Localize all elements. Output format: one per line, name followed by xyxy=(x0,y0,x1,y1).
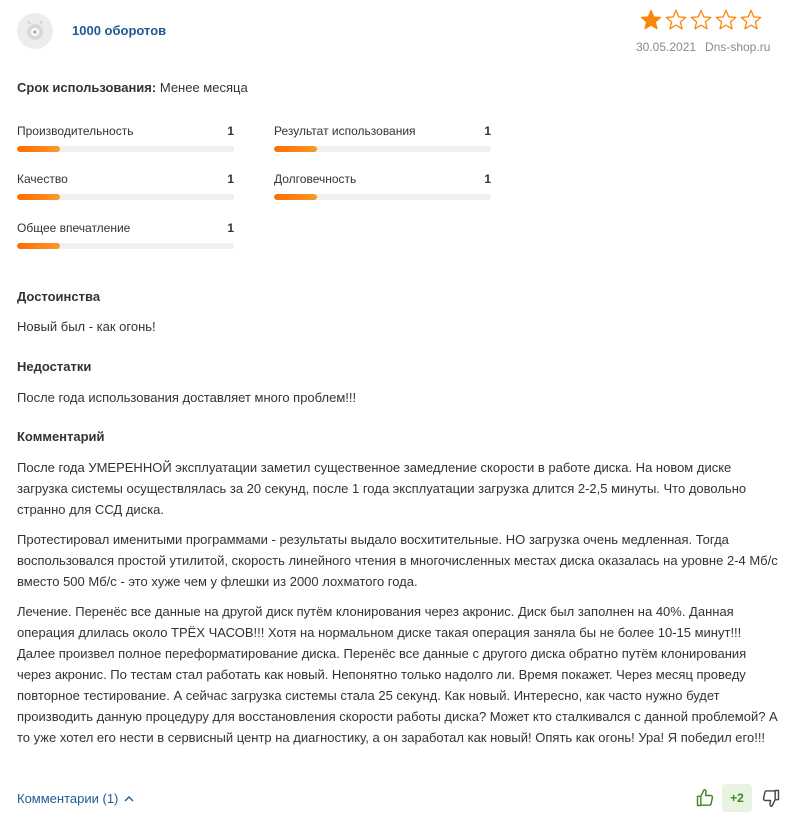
like-button[interactable] xyxy=(693,786,717,810)
usage-value: Менее месяца xyxy=(159,80,248,95)
username[interactable]: 1000 оборотов xyxy=(72,23,167,38)
review-header xyxy=(0,0,796,64)
rating-overall xyxy=(17,221,234,261)
rating-value: 1 xyxy=(227,221,234,235)
star-empty-icon xyxy=(740,9,762,31)
rating-durability xyxy=(274,172,491,212)
rating-label: Качество xyxy=(17,172,68,186)
dislike-button[interactable] xyxy=(759,786,783,810)
star-empty-icon xyxy=(690,9,712,31)
rating-label: Результат использования xyxy=(274,124,416,138)
star-filled-icon xyxy=(640,9,662,31)
rating-bar xyxy=(274,146,491,152)
pros-text: Новый был - как огонь! xyxy=(17,319,156,334)
rating-bar-fill xyxy=(274,194,317,200)
rating-bar xyxy=(17,146,234,152)
usage-label: Срок использования: xyxy=(17,80,157,95)
comments-toggle-link[interactable] xyxy=(17,791,134,806)
rating-value: 1 xyxy=(484,124,491,138)
avatar xyxy=(17,13,53,49)
rating-performance xyxy=(17,124,234,164)
thumbs-up-icon xyxy=(695,788,715,808)
comment-paragraph: Лечение. Перенёс все данные на другой диск путём клонирования через акронис. Диск был заполнен на 40%. Данная операция длилась около ТРЁХ ЧАСОВ!!! Хотя на нормальном диске такая операция заняла бы не более 10-15 минут!!! Далее произвел полное переформатирование диска. Перенёс все данные с другого диска обратно путём клонирования через акронис. По тестам стал работать как новый. Непонятно только надолго ли. Время покажет. Через месяц проведу повторное тестирование. А сейчас загрузка системы стала 25 секунд. Как новый. Интересно, как часто нужно будет производить данную процедуру для восстановления скорости работы диска? Может кто сталкивался с данной проблемой? А то уже хотел его нести в сервисный центр на диагностику, а он заработал как новый! Опять как огонь! Ура! Я победил его!!! xyxy=(17,604,778,745)
star-empty-icon xyxy=(715,9,737,31)
rating-bar-fill xyxy=(17,146,60,152)
rating-bar xyxy=(17,194,234,200)
comment-paragraph: После года УМЕРЕННОЙ эксплуатации заметил существенное замедление скорости в работе диска. На новом диске загрузка системы осуществлялась за 20 секунд, после 1 года эксплуатации загрузка длится 2-2,5 минуты. Что довольно странно для ССД диска. xyxy=(17,460,747,517)
chevron-up-icon xyxy=(124,795,134,802)
star-empty-icon xyxy=(665,9,687,31)
rating-quality xyxy=(17,172,234,212)
rating-bar xyxy=(17,243,234,249)
rating-label: Производительность xyxy=(17,124,134,138)
comment-title: Комментарий xyxy=(17,429,105,444)
comments-link-label: Комментарии (1) xyxy=(17,791,119,806)
rating-value: 1 xyxy=(227,124,234,138)
rating-label: Общее впечатление xyxy=(17,221,131,235)
rating-bar-fill xyxy=(274,146,317,152)
rating-usage-result xyxy=(274,124,491,164)
rating-bar-fill xyxy=(17,243,60,249)
thumbs-down-icon xyxy=(761,788,781,808)
star-rating xyxy=(640,9,762,31)
rating-value: 1 xyxy=(484,172,491,186)
rating-bar-fill xyxy=(17,194,60,200)
usage-period xyxy=(17,80,248,95)
robot-avatar-icon xyxy=(23,19,47,43)
review-date: 30.05.2021 xyxy=(636,40,697,54)
comment-paragraph: Протестировал именитыми программами - результаты выдало восхитительные. НО загрузка очень медленная. Тогда воспользовался простой утилитой, скорость линейного чтения в многочисленных местах диска оказалась на уровне 2-4 Мб/с вместо 500 Мб/с - это хуже чем у флешки из 2000 лохматого года. xyxy=(17,532,778,589)
rating-label: Долговечность xyxy=(274,172,357,186)
review-source: Dns-shop.ru xyxy=(705,40,771,54)
pros-title: Достоинства xyxy=(17,289,101,304)
cons-title: Недостатки xyxy=(17,359,92,374)
cons-text: После года использования доставляет много проблем!!! xyxy=(17,390,357,405)
vote-score: +2 xyxy=(722,784,752,812)
rating-value: 1 xyxy=(227,172,234,186)
rating-bar xyxy=(274,194,491,200)
